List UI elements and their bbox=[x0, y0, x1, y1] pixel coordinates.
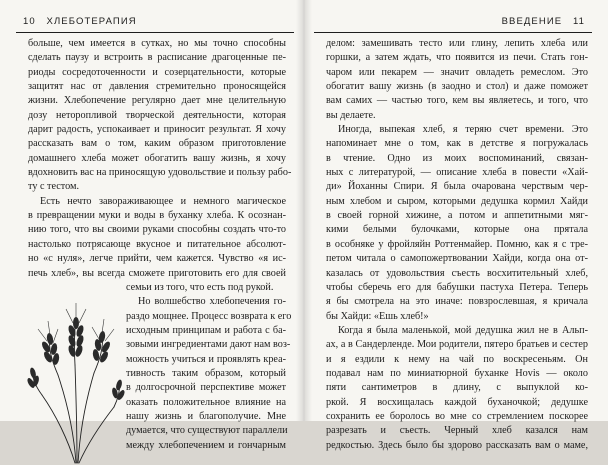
right-page-text bbox=[326, 37, 588, 453]
paragraph bbox=[326, 324, 588, 453]
text-line: исходным принципам и работа с ба- bbox=[126, 324, 286, 336]
paragraph bbox=[28, 195, 286, 295]
text-line: Иногда, выпекая хлеб, я теряю счет времени. Это bbox=[338, 124, 588, 136]
text-line: ту с тестом. bbox=[28, 181, 79, 193]
text-line: семьи из того, что есть под рукой. bbox=[126, 281, 274, 293]
text-line: пяти сантиметров в длину, с выпуклой ко- bbox=[326, 382, 588, 394]
paragraph bbox=[126, 295, 292, 453]
text-line: в превращении муки и воды в буханку хлеба. К осознан- bbox=[28, 210, 286, 222]
text-line: тивность таким образом, который bbox=[126, 367, 286, 379]
text-line: Когда я была маленькой, мой дедушка жил не в Альп- bbox=[338, 324, 588, 336]
running-title: ВВЕДЕНИЕ bbox=[501, 16, 563, 27]
paragraph bbox=[326, 37, 588, 123]
text-line: защитят нас от давления стремительно проносящейся bbox=[28, 81, 286, 93]
running-title: ХЛЕБОТЕРАПИЯ bbox=[46, 16, 137, 27]
wheat-ears-icon bbox=[28, 295, 124, 465]
text-line: между хлебопечением и гончарным bbox=[126, 439, 286, 451]
text-line: риоды сосредоточенности и созерцательности, которые bbox=[28, 66, 286, 78]
text-line: вдохновить вас на приносящую удовольствие и пользу рабо- bbox=[28, 167, 292, 179]
page-number: 11 bbox=[572, 16, 585, 27]
right-page-header bbox=[502, 16, 592, 30]
text-line: нию того, что вы своими руками способны создать что-то bbox=[28, 224, 286, 236]
text-line: петом читала о самопожертвовании Хайди, когда она от- bbox=[326, 253, 588, 265]
text-line: ных с литературой, — описание хлеба в повести «Хай- bbox=[326, 167, 588, 179]
text-line: жизни. Хлебопечение регулярно дает мне целительную bbox=[28, 95, 286, 107]
text-line: Есть нечто завораживающее и немного магическое bbox=[40, 195, 286, 207]
text-line: но «с нуля», легче прийти, чем кажется. Чувство «я ис- bbox=[28, 253, 286, 265]
text-line: рассказать вам о том, каким образом приготовление bbox=[28, 138, 286, 150]
text-line: кими белыми булочками, которые она прятала bbox=[326, 224, 588, 236]
text-line: настолько потрясающе вкусное и питательное абсолют- bbox=[28, 238, 286, 250]
left-page-text bbox=[28, 37, 292, 453]
right-page bbox=[306, 0, 608, 451]
text-line: ным хлебом и сыром, которыми дедушка кормил Хайди bbox=[326, 195, 588, 207]
text-line: сделать паузу и встроить в расписание драгоценные пе- bbox=[28, 52, 286, 64]
text-line: чаром или пекарем — значит овладеть ремеслом. Это bbox=[326, 66, 588, 78]
text-line: домашнего хлеба может обогатить вашу жизнь, я хочу bbox=[28, 152, 286, 164]
text-line: делом: замешивать тесто или глину, лепить хлеба или bbox=[326, 38, 588, 49]
text-line: ркой. Я восхищалась каждой буханочкой; дедушке bbox=[326, 396, 588, 408]
paragraph bbox=[326, 123, 588, 324]
text-line: подавал нам по миниатюрной буханке Hovis — около bbox=[326, 367, 588, 379]
text-line: чтобы сберечь его для бабушки пастуха Петера. Теперь bbox=[326, 281, 588, 293]
text-line: можность учиться и проявлять креа- bbox=[126, 353, 286, 365]
header-rule bbox=[16, 32, 294, 33]
text-line: сохранить ее боролось во мне со стремлением поскорее bbox=[326, 410, 588, 422]
text-line: ди» Йоханны Спири. Я была очарована черствым чер- bbox=[326, 181, 588, 193]
text-line: я бы смотрела на это иначе: повзрослевшая, я кричала bbox=[326, 296, 588, 308]
text-line: нашу жизнь и благополучие. Мне bbox=[126, 410, 286, 422]
paragraph-with-illustration bbox=[28, 295, 292, 453]
text-line: бы Хайди: «Ешь хлеб!» bbox=[326, 310, 429, 322]
text-line: разрезать и съесть. Черный хлеб казался нам bbox=[326, 425, 588, 437]
text-line: казалась от удовольствия съесть восхитительный хлеб, bbox=[326, 267, 588, 279]
text-line: думается, что существуют параллели bbox=[126, 425, 288, 437]
text-line: раздо мощнее. Процесс возврата к его bbox=[126, 310, 292, 322]
text-line: зовыми ингредиентами дают нам воз- bbox=[126, 339, 291, 351]
text-line: напоминает мне о том, как в детстве я погружалась bbox=[326, 138, 588, 150]
text-line: в особняке у фройляйн Роттенмайер. Помню, как я с тре- bbox=[326, 238, 588, 250]
page-number: 10 bbox=[23, 16, 36, 27]
text-line: в долгосрочной перспективе может bbox=[126, 382, 286, 394]
text-line: ах, а в Сандерленде. Мои родители, пятеро братьев и сестер bbox=[326, 339, 588, 351]
text-line: в чтение. Одно из моих воспоминаний, связан- bbox=[326, 152, 588, 164]
text-line: вы делаете. bbox=[326, 109, 376, 121]
text-line: горшки, а затем ждать, что появится из печи. Стать гон- bbox=[326, 52, 588, 64]
text-line: дарит радость, успокаивает и приносит результат. Я хочу bbox=[28, 124, 286, 136]
text-line: редкостью. Здесь было бы здорово рассказать вам о маме, bbox=[326, 439, 588, 451]
text-line: в своей горной хижине, а потом и аппетитными мяг- bbox=[326, 210, 588, 222]
paragraph bbox=[28, 37, 292, 195]
text-line: Но волшебство хлебопечения го- bbox=[138, 296, 286, 308]
left-page-header bbox=[16, 16, 137, 30]
text-line: оказать положительное влияние на bbox=[126, 396, 286, 408]
text-line: обогатит вашу жизнь (в заодно и стол) и даже поможет bbox=[326, 81, 588, 93]
text-line: вам самих — частью того, кем вы являетесь, и того, что bbox=[326, 95, 588, 107]
text-line: больше, чем имеется в сутках, но мы точно способны bbox=[28, 38, 286, 49]
header-rule bbox=[314, 32, 592, 33]
text-line: и я ездили к нему на чай по воскресеньям. Он bbox=[326, 353, 588, 365]
text-line: печь хлеб», вы всегда сможете приготовить его для своей bbox=[28, 267, 286, 279]
book-gutter bbox=[296, 0, 312, 421]
text-line: дозу неторопливой творческой деятельности, которая bbox=[28, 109, 286, 121]
left-page bbox=[0, 0, 302, 451]
